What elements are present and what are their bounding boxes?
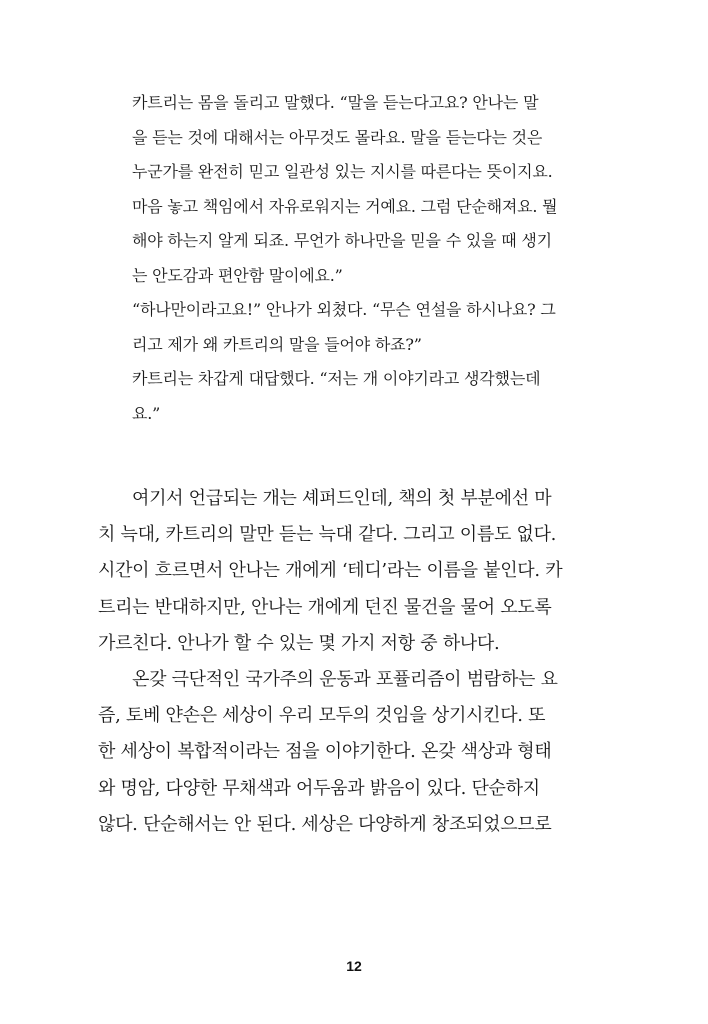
excerpt-line: “하나만이라고요!” 안나가 외쳤다. “무슨 연설을 하시나요? 그 xyxy=(132,300,556,319)
paragraph-line: 와 명암, 다양한 무채색과 어두움과 밝음이 있다. 단순하지 xyxy=(98,777,540,799)
excerpt-line: 는 안도감과 편안함 말이에요.” xyxy=(132,265,343,285)
excerpt-line: 누군가를 완전히 믿고 일관성 있는 지시를 따른다는 뜻이지요. xyxy=(132,162,553,181)
excerpt-line: 마음 놓고 책임에서 자유로워지는 거예요. 그럼 단순해져요. 뭘 xyxy=(132,196,558,216)
paragraph-line: 즘, 토베 얀손은 세상이 우리 모두의 것임을 상기시킨다. 또 xyxy=(98,705,546,727)
paragraph-line: 트리는 반대하지만, 안나는 개에게 던진 물건을 물어 오도록 xyxy=(98,596,552,618)
paragraph-line: 여기서 언급되는 개는 셰퍼드인데, 책의 첫 부분에선 마 xyxy=(132,488,552,509)
paragraph-line: 가르친다. 안나가 할 수 있는 몇 가지 저항 중 하나다. xyxy=(98,632,500,654)
excerpt-line: 을 듣는 것에 대해서는 아무것도 몰라요. 말을 듣는다는 것은 xyxy=(132,127,543,147)
excerpt-line: 요.” xyxy=(132,403,161,423)
paragraph-line: 치 늑대, 카트리의 말만 듣는 늑대 같다. 그리고 이름도 없다. xyxy=(98,524,557,546)
paragraph-line: 시간이 흐르면서 안나는 개에게 ‘테디’라는 이름을 붙인다. 카 xyxy=(98,560,563,582)
paragraph-line: 한 세상이 복합적이라는 점을 이야기한다. 온갖 색상과 형태 xyxy=(98,741,552,763)
quoted-excerpt xyxy=(132,86,592,431)
paragraph-line: 않다. 단순해서는 안 된다. 세상은 다양하게 창조되었으므로 xyxy=(98,813,552,835)
body-text xyxy=(98,481,598,843)
excerpt-line: 리고 제가 왜 카트리의 말을 들어야 하죠?” xyxy=(132,334,422,354)
excerpt-line: 해야 하는지 알게 되죠. 무언가 하나만을 믿을 수 있을 때 생기 xyxy=(132,231,552,250)
paragraph-line: 온갖 극단적인 국가주의 운동과 포퓰리즘이 범람하는 요 xyxy=(132,668,558,690)
excerpt-line: 카트리는 몸을 돌리고 말했다. “말을 듣는다고요? 안나는 말 xyxy=(132,93,539,112)
page-number: 12 xyxy=(346,958,362,974)
excerpt-line: 카트리는 차갑게 대답했다. “저는 개 이야기라고 생각했는데 xyxy=(132,369,541,388)
